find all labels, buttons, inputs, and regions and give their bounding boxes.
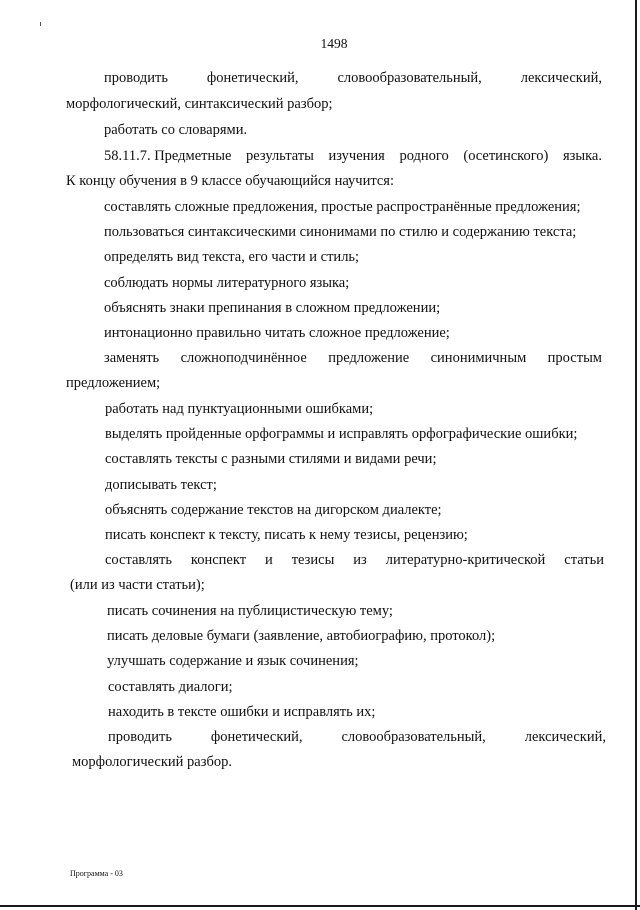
list-item: проводить фонетический, словообразовательный, лексический, bbox=[108, 729, 606, 745]
list-item: улучшать содержание и язык сочинения; bbox=[107, 653, 359, 669]
list-item: писать конспект к тексту, писать к нему тезисы, рецензию; bbox=[105, 527, 468, 543]
list-item: интонационно правильно читать сложное предложение; bbox=[104, 325, 450, 341]
list-item: составлять диалоги; bbox=[108, 679, 233, 695]
list-item: объяснять содержание текстов на дигорском диалекте; bbox=[105, 502, 442, 518]
list-item: заменять сложноподчинённое предложение синонимичным простым bbox=[104, 350, 602, 366]
list-item: дописывать текст; bbox=[105, 477, 217, 493]
list-item: определять вид текста, его части и стиль; bbox=[104, 249, 360, 265]
text-line: К концу обучения в 9 классе обучающийся научится: bbox=[66, 173, 394, 189]
text-line: предложением; bbox=[66, 375, 161, 391]
list-item: соблюдать нормы литературного языка; bbox=[104, 275, 350, 291]
list-item: составлять сложные предложения, простые распространённые предложения; bbox=[104, 199, 581, 215]
list-item: находить в тексте ошибки и исправлять их; bbox=[108, 704, 376, 720]
text-line: морфологический разбор. bbox=[72, 754, 232, 770]
text-line: проводить фонетический, словообразовательный, лексический, bbox=[104, 70, 602, 86]
scan-mark bbox=[40, 22, 41, 26]
section-heading: 58.11.7. Предметные результаты изучения родного (осетинского) языка. bbox=[104, 148, 602, 164]
scan-edge-right bbox=[635, 0, 637, 910]
list-item: писать сочинения на публицистическую тему; bbox=[107, 603, 393, 619]
list-item: объяснять знаки препинания в сложном предложении; bbox=[104, 300, 441, 316]
list-item: составлять конспект и тезисы из литературно-критической статьи bbox=[105, 552, 604, 568]
page-number: 1498 bbox=[320, 36, 348, 51]
footer-label: Программа - 03 bbox=[70, 869, 123, 878]
text-line: морфологический, синтаксический разбор; bbox=[66, 96, 333, 112]
scan-edge-bottom bbox=[0, 905, 640, 907]
text-line: работать со словарями. bbox=[104, 122, 248, 138]
text-line: (или из части статьи); bbox=[70, 577, 205, 593]
list-item: выделять пройденные орфограммы и исправлять орфографические ошибки; bbox=[105, 426, 578, 442]
list-item: писать деловые бумаги (заявление, автобиографию, протокол); bbox=[107, 628, 496, 644]
list-item: работать над пунктуационными ошибками; bbox=[105, 401, 374, 417]
list-item: пользоваться синтаксическими синонимами по стилю и содержанию текста; bbox=[104, 224, 577, 240]
list-item: составлять тексты с разными стилями и видами речи; bbox=[105, 451, 437, 467]
